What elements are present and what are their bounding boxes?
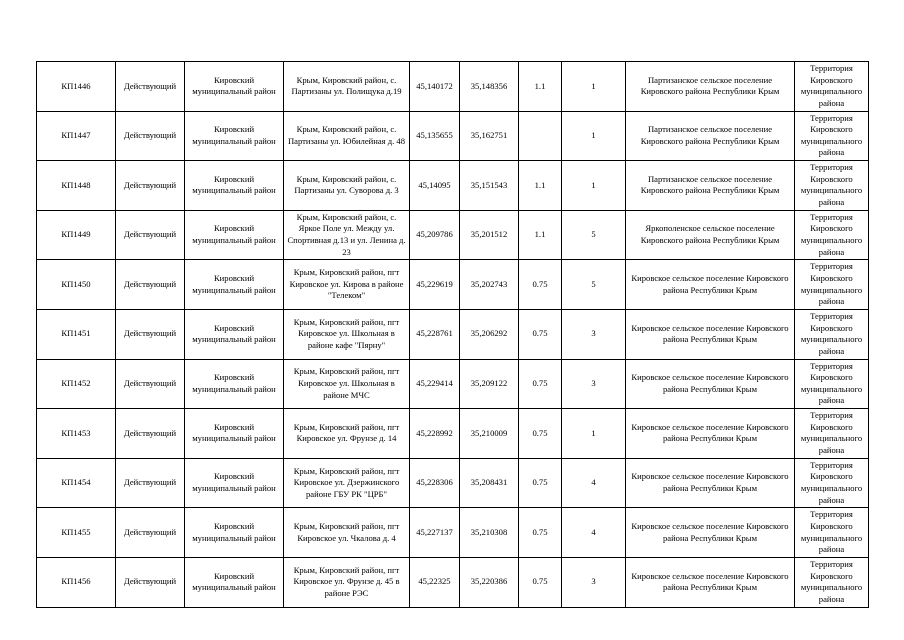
cell-longitude: 35,210308 — [460, 508, 519, 558]
cell-longitude: 35,208431 — [460, 458, 519, 508]
table-row — [37, 210, 869, 260]
cell-latitude: 45,140172 — [410, 62, 460, 112]
cell-territory: Территория Кировского муниципального района — [795, 111, 869, 161]
cell-status: Действующий — [116, 260, 185, 310]
cell-latitude: 45,229619 — [410, 260, 460, 310]
cell-territory: Территория Кировского муниципального района — [795, 409, 869, 459]
cell-container-count: 4 — [562, 508, 626, 558]
cell-container-count: 1 — [562, 409, 626, 459]
table-row — [37, 309, 869, 359]
cell-latitude: 45,228306 — [410, 458, 460, 508]
table-row — [37, 111, 869, 161]
cell-longitude: 35,209122 — [460, 359, 519, 409]
cell-longitude: 35,202743 — [460, 260, 519, 310]
cell-container-count: 1 — [562, 161, 626, 211]
cell-address: Крым, Кировский район, пгт Кировское ул. Чкалова д. 4 — [284, 508, 410, 558]
cell-address: Крым, Кировский район, с. Партизаны ул. Полищука д.19 — [284, 62, 410, 112]
cell-container-count: 5 — [562, 210, 626, 260]
cell-site-id: КП1456 — [37, 557, 116, 607]
cell-territory: Территория Кировского муниципального района — [795, 210, 869, 260]
cell-latitude: 45,22325 — [410, 557, 460, 607]
cell-address: Крым, Кировский район, с. Партизаны ул. Юбилейная д. 48 — [284, 111, 410, 161]
table-row — [37, 409, 869, 459]
cell-district: Кировский муниципальный район — [185, 62, 284, 112]
cell-district: Кировский муниципальный район — [185, 359, 284, 409]
cell-container-volume: 0.75 — [519, 409, 562, 459]
cell-container-volume: 0.75 — [519, 458, 562, 508]
cell-container-volume: 0.75 — [519, 557, 562, 607]
cell-latitude: 45,135655 — [410, 111, 460, 161]
cell-container-count: 3 — [562, 359, 626, 409]
cell-district: Кировский муниципальный район — [185, 557, 284, 607]
cell-territory: Территория Кировского муниципального района — [795, 458, 869, 508]
table-row — [37, 458, 869, 508]
cell-container-volume: 1.1 — [519, 161, 562, 211]
cell-status: Действующий — [116, 309, 185, 359]
cell-district: Кировский муниципальный район — [185, 260, 284, 310]
cell-status: Действующий — [116, 210, 185, 260]
cell-status: Действующий — [116, 111, 185, 161]
cell-district: Кировский муниципальный район — [185, 309, 284, 359]
cell-container-volume: 0.75 — [519, 309, 562, 359]
cell-owner: Кировское сельское поселение Кировского района Республики Крым — [626, 409, 795, 459]
cell-site-id: КП1453 — [37, 409, 116, 459]
cell-container-volume — [519, 111, 562, 161]
cell-latitude: 45,14095 — [410, 161, 460, 211]
cell-territory: Территория Кировского муниципального района — [795, 161, 869, 211]
cell-address: Крым, Кировский район, с. Партизаны ул. Суворова д. 3 — [284, 161, 410, 211]
cell-territory: Территория Кировского муниципального района — [795, 557, 869, 607]
cell-territory: Территория Кировского муниципального района — [795, 309, 869, 359]
cell-address: Крым, Кировский район, пгт Кировское ул. Школьная в районе МЧС — [284, 359, 410, 409]
cell-status: Действующий — [116, 62, 185, 112]
cell-owner: Кировское сельское поселение Кировского района Республики Крым — [626, 458, 795, 508]
cell-site-id: КП1449 — [37, 210, 116, 260]
cell-longitude: 35,220386 — [460, 557, 519, 607]
table-row — [37, 260, 869, 310]
container-sites-table — [36, 61, 869, 608]
cell-container-volume: 0.75 — [519, 260, 562, 310]
cell-owner: Кировское сельское поселение Кировского района Республики Крым — [626, 309, 795, 359]
cell-site-id: КП1450 — [37, 260, 116, 310]
cell-address: Крым, Кировский район, пгт Кировское ул. Школьная в районе кафе "Пярну" — [284, 309, 410, 359]
cell-district: Кировский муниципальный район — [185, 161, 284, 211]
cell-container-count: 3 — [562, 309, 626, 359]
cell-status: Действующий — [116, 458, 185, 508]
cell-status: Действующий — [116, 409, 185, 459]
cell-status: Действующий — [116, 359, 185, 409]
cell-owner: Кировское сельское поселение Кировского района Республики Крым — [626, 359, 795, 409]
cell-latitude: 45,209786 — [410, 210, 460, 260]
cell-owner: Кировское сельское поселение Кировского района Республики Крым — [626, 260, 795, 310]
table-row — [37, 161, 869, 211]
table-row — [37, 557, 869, 607]
cell-address: Крым, Кировский район, пгт Кировское ул. Фрунзе д. 14 — [284, 409, 410, 459]
cell-territory: Территория Кировского муниципального района — [795, 260, 869, 310]
cell-owner: Кировское сельское поселение Кировского района Республики Крым — [626, 508, 795, 558]
cell-latitude: 45,227137 — [410, 508, 460, 558]
cell-container-count: 3 — [562, 557, 626, 607]
cell-district: Кировский муниципальный район — [185, 210, 284, 260]
cell-owner: Партизанское сельское поселение Кировского района Республики Крым — [626, 161, 795, 211]
cell-territory: Территория Кировского муниципального района — [795, 508, 869, 558]
cell-site-id: КП1446 — [37, 62, 116, 112]
table-row — [37, 359, 869, 409]
cell-address: Крым, Кировский район, пгт Кировское ул. Фрунзе д. 45 в районе РЭС — [284, 557, 410, 607]
cell-longitude: 35,201512 — [460, 210, 519, 260]
table-row — [37, 508, 869, 558]
cell-status: Действующий — [116, 508, 185, 558]
cell-owner: Кировское сельское поселение Кировского района Республики Крым — [626, 557, 795, 607]
cell-container-volume: 1.1 — [519, 210, 562, 260]
cell-longitude: 35,210009 — [460, 409, 519, 459]
cell-container-volume: 0.75 — [519, 508, 562, 558]
cell-site-id: КП1452 — [37, 359, 116, 409]
table-body — [37, 62, 869, 608]
cell-address: Крым, Кировский район, пгт Кировское ул. Дзержинского районе ГБУ РК "ЦРБ" — [284, 458, 410, 508]
cell-status: Действующий — [116, 161, 185, 211]
cell-longitude: 35,162751 — [460, 111, 519, 161]
cell-latitude: 45,229414 — [410, 359, 460, 409]
cell-site-id: КП1454 — [37, 458, 116, 508]
cell-owner: Яркополенское сельское поселение Кировского района Республики Крым — [626, 210, 795, 260]
cell-site-id: КП1451 — [37, 309, 116, 359]
cell-district: Кировский муниципальный район — [185, 409, 284, 459]
cell-container-count: 5 — [562, 260, 626, 310]
cell-district: Кировский муниципальный район — [185, 508, 284, 558]
cell-container-volume: 1.1 — [519, 62, 562, 112]
cell-address: Крым, Кировский район, пгт Кировское ул. Кирова в районе "Телеком" — [284, 260, 410, 310]
cell-district: Кировский муниципальный район — [185, 111, 284, 161]
cell-owner: Партизанское сельское поселение Кировского района Республики Крым — [626, 111, 795, 161]
cell-district: Кировский муниципальный район — [185, 458, 284, 508]
table-row — [37, 62, 869, 112]
cell-container-volume: 0.75 — [519, 359, 562, 409]
cell-territory: Территория Кировского муниципального района — [795, 359, 869, 409]
cell-container-count: 4 — [562, 458, 626, 508]
cell-site-id: КП1455 — [37, 508, 116, 558]
cell-site-id: КП1448 — [37, 161, 116, 211]
cell-status: Действующий — [116, 557, 185, 607]
cell-latitude: 45,228992 — [410, 409, 460, 459]
cell-longitude: 35,148356 — [460, 62, 519, 112]
cell-longitude: 35,206292 — [460, 309, 519, 359]
cell-longitude: 35,151543 — [460, 161, 519, 211]
cell-territory: Территория Кировского муниципального района — [795, 62, 869, 112]
cell-owner: Партизанское сельское поселение Кировского района Республики Крым — [626, 62, 795, 112]
cell-site-id: КП1447 — [37, 111, 116, 161]
cell-address: Крым, Кировский район, с. Яркое Поле ул. Между ул. Спортивная д.13 и ул. Ленина д. 23 — [284, 210, 410, 260]
cell-container-count: 1 — [562, 111, 626, 161]
cell-container-count: 1 — [562, 62, 626, 112]
cell-latitude: 45,228761 — [410, 309, 460, 359]
